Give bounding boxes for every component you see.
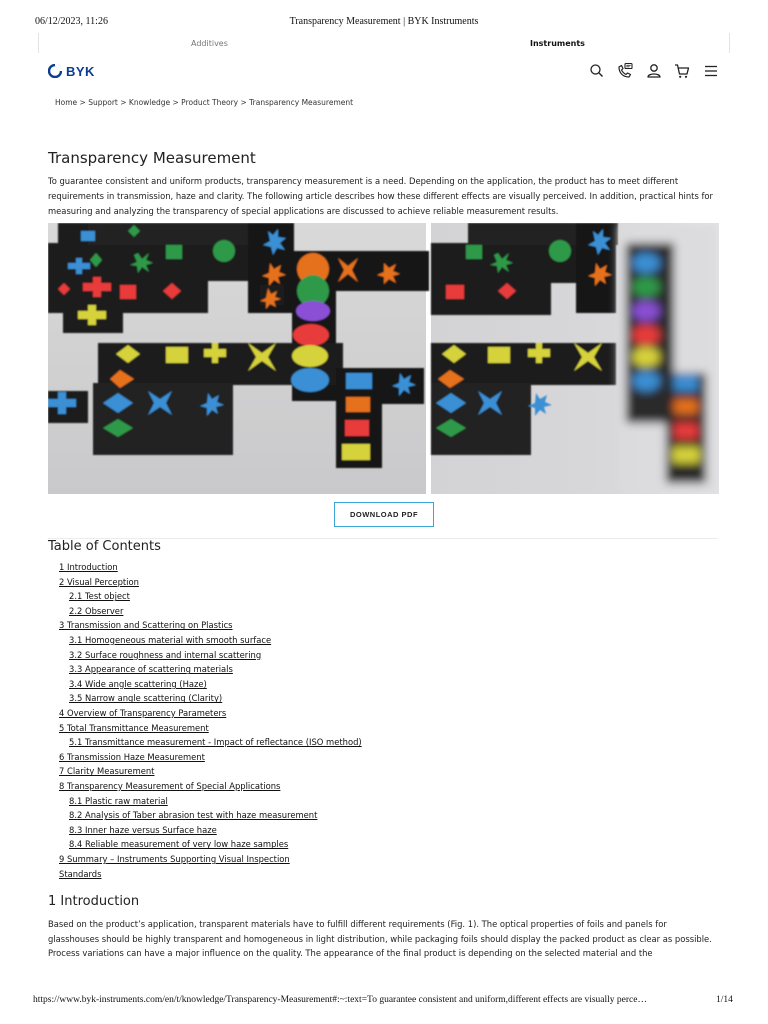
byk-logo[interactable]: [48, 63, 95, 79]
tab-instruments[interactable]: Instruments: [530, 39, 585, 48]
toc-item[interactable]: [69, 606, 123, 616]
toc-item[interactable]: [59, 620, 233, 630]
intro-paragraph: To guarantee consistent and uniform products, transparency measurement is a need. Depending on the application, the product has to meet different requirements in transmission, haze and clarity. The following article describes how these different effects are visually perceived. In addition, practical hints for measuring and analyzing the transparency of special applications are discussed to achieve reliable measurement results.: [48, 176, 713, 216]
toc-link[interactable]: 8 Transparency Measurement of Special Applications: [59, 781, 281, 791]
toc-link[interactable]: 6 Transmission Haze Measurement: [59, 751, 205, 762]
toc-item[interactable]: [69, 825, 217, 835]
search-icon[interactable]: [588, 62, 606, 80]
cart-icon[interactable]: [673, 62, 691, 80]
toc-item[interactable]: [69, 839, 288, 849]
toc-link[interactable]: 2.2 Observer: [69, 605, 124, 616]
toc-link[interactable]: 8.3 Inner haze versus Surface haze: [69, 824, 217, 835]
toc-item[interactable]: [69, 796, 168, 806]
hero-left-panel: [48, 223, 429, 494]
toc-item[interactable]: [69, 650, 261, 660]
toc-item[interactable]: [69, 664, 233, 674]
toc-link[interactable]: 3.1 Homogeneous material with smooth surface: [69, 635, 272, 645]
toc-item[interactable]: [59, 577, 139, 587]
logo-text: BYK: [66, 63, 95, 79]
section-title-introduction: 1 Introduction: [48, 894, 140, 909]
toc-link[interactable]: 3.4 Wide angle scattering (Haze): [69, 678, 207, 689]
print-header: [0, 16, 768, 30]
toc-item[interactable]: [59, 766, 154, 776]
tab-additives[interactable]: Additives: [191, 39, 228, 48]
print-footer: [0, 995, 768, 1009]
page-title: Transparency Measurement: [48, 149, 256, 167]
toc-link[interactable]: 3.5 Narrow angle scattering (Clarity): [69, 693, 223, 704]
toc-link[interactable]: 2 Visual Perception: [59, 576, 139, 587]
toc-item[interactable]: [69, 693, 222, 703]
site-switcher: [38, 33, 730, 53]
toc-link[interactable]: 7 Clarity Measurement: [59, 766, 155, 777]
toc-link[interactable]: 8.4 Reliable measurement of very low haze samples: [69, 839, 289, 850]
menu-icon[interactable]: [702, 62, 720, 80]
toc-item[interactable]: [59, 708, 226, 718]
toc-item[interactable]: [69, 810, 317, 820]
toc-item[interactable]: [59, 781, 280, 791]
toc-link[interactable]: 4 Overview of Transparency Parameters: [59, 708, 227, 718]
print-page-number: 1/14: [716, 995, 733, 1005]
breadcrumb[interactable]: Home > Support > Knowledge > Product Theory > Transparency Measurement: [55, 98, 354, 107]
toc-item[interactable]: [59, 562, 118, 572]
toc-link[interactable]: 3.2 Surface roughness and internal scattering: [69, 649, 262, 660]
print-datetime: 06/12/2023, 11:26: [35, 16, 108, 27]
contact-phone-icon[interactable]: [616, 62, 634, 80]
toc-link[interactable]: 3 Transmission and Scattering on Plastics: [59, 620, 233, 631]
toc-title: Table of Contents: [48, 539, 161, 554]
byk-logo-mark-icon: [48, 64, 62, 78]
toc-link[interactable]: 5 Total Transmittance Measurement: [59, 722, 209, 733]
download-pdf-button[interactable]: DOWNLOAD PDF: [334, 502, 434, 527]
toc-item[interactable]: [59, 723, 209, 733]
toc-link[interactable]: 8.2 Analysis of Taber abrasion test with haze measurement: [69, 810, 318, 821]
toc-item[interactable]: [69, 737, 362, 747]
section-paragraph: Process variations can have a major influence on the quality. The appearance of the final product is depending on the selected material and the: [48, 948, 653, 958]
toc-item[interactable]: [69, 635, 271, 645]
hero-image-transparency-comparison: [48, 223, 719, 494]
toc-link[interactable]: 5.1 Transmittance measurement - Impact of reflectance (ISO method): [69, 737, 362, 748]
toc-link[interactable]: 1 Introduction: [59, 562, 118, 572]
hero-right-panel: [431, 223, 719, 494]
user-icon[interactable]: [645, 62, 663, 80]
toc-item[interactable]: [69, 591, 130, 601]
print-title: Transparency Measurement | BYK Instruments: [289, 16, 479, 27]
toc-link[interactable]: 8.1 Plastic raw material: [69, 795, 168, 806]
toc-link[interactable]: Standards: [59, 868, 102, 879]
toc-item[interactable]: [59, 752, 205, 762]
print-url: https://www.byk-instruments.com/en/t/knowledge/Transparency-Measurement#:~:text=To guarantee consistent and uniform,different effects are visually perce…: [33, 995, 647, 1005]
toc-link[interactable]: 3.3 Appearance of scattering materials: [69, 664, 233, 675]
toc-link[interactable]: 2.1 Test object: [69, 591, 130, 602]
toc-item[interactable]: [69, 679, 207, 689]
toc-link[interactable]: 9 Summary – Instruments Supporting Visual Inspection: [59, 854, 290, 864]
toc-item[interactable]: [59, 854, 290, 864]
toc-item[interactable]: [59, 869, 101, 879]
section-paragraph: Based on the product’s application, transparent materials have to fulfill different requirements (Fig. 1). The optical properties of foils and panels for glasshouses should be highly transparent and homogeneous in light distribution, while packaging foils should display the packed product as clear as possible.: [48, 919, 712, 944]
section-introduction-text: [48, 917, 720, 961]
main-navbar: [0, 58, 768, 84]
